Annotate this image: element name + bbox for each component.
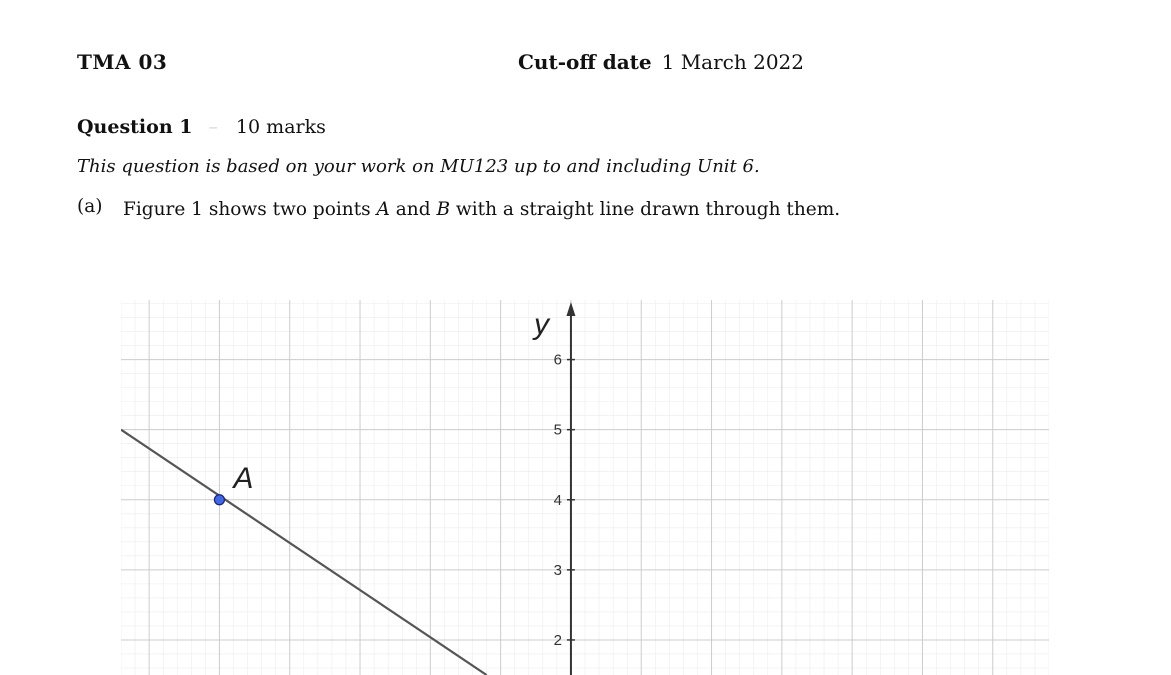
minor-grid [121,300,1049,675]
y-tick-label: 4 [553,491,562,509]
assignment-title: TMA 03 [77,50,168,74]
y-tick-label: 3 [553,561,562,579]
y-tick-label: 2 [553,631,562,649]
part-a-point-a: A [376,199,390,220]
question-heading [77,116,326,138]
part-a-point-b: B [436,199,451,220]
cutoff-value: 1 March 2022 [661,50,805,74]
question-intro: This question is based on your work on MU123 up to and including Unit 6. [77,156,760,177]
figure-1-graph [121,300,1049,675]
point-a-label: A [233,461,254,495]
axes [566,302,575,675]
y-tick-label: 5 [553,421,562,439]
part-a-text-3: with a straight line drawn through them. [450,199,841,220]
question-title: Question 1 [77,116,193,138]
question-separator: – [208,116,218,138]
point-a [214,495,224,505]
part-a-text [123,196,843,223]
cutoff-label: Cut-off date [518,50,652,74]
y-axis-label: y [533,308,549,341]
part-a-label: (a) [77,196,103,217]
y-axis-arrow [566,302,575,316]
y-tick-label: 6 [553,351,562,369]
cutoff-date [518,50,804,74]
part-a-text-2: and [389,199,437,220]
points-layer [214,495,224,505]
question-marks: 10 marks [235,116,326,138]
part-a-text-1: Figure 1 shows two points [123,199,377,220]
